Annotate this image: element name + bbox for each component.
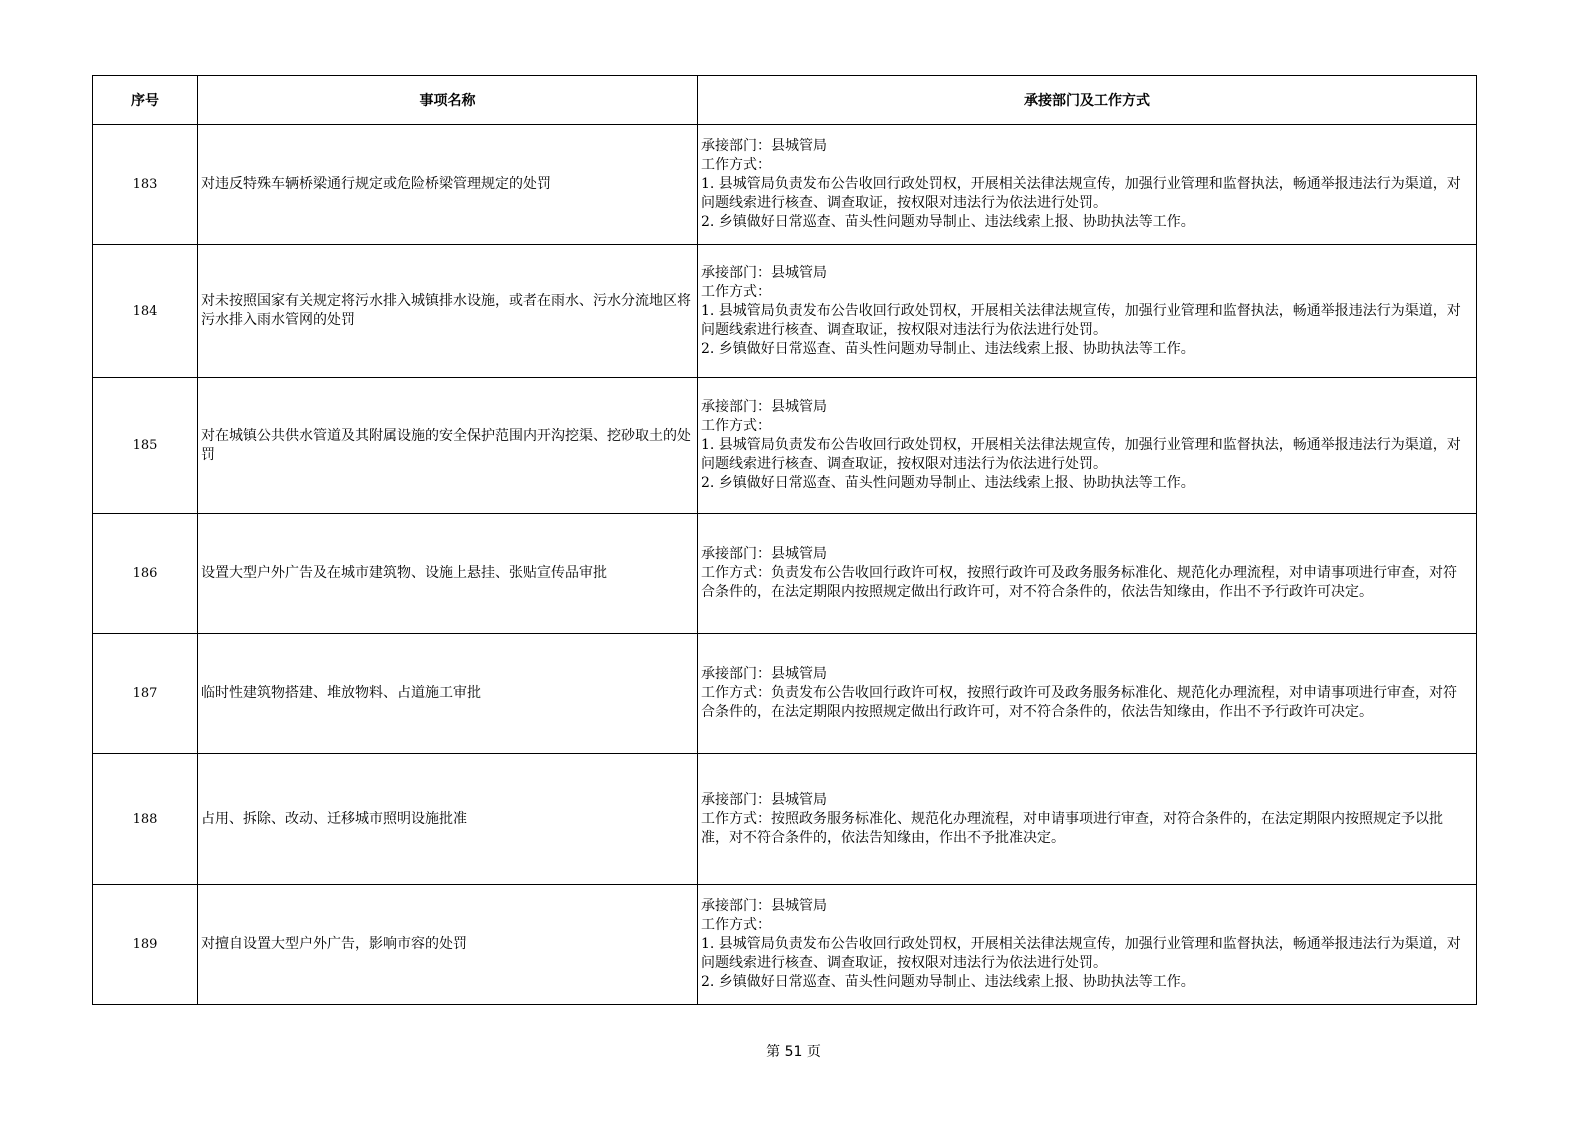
item-name-cell: 临时性建筑物搭建、堆放物料、占道施工审批	[198, 634, 698, 754]
method-line: 1. 县城管局负责发布公告收回行政处罚权，开展相关法律法规宣传，加强行业管理和监督执法，畅通举报违法行为渠道，对问题线索进行核查、调查取证，按权限对违法行为依法进行处罚。	[701, 936, 1461, 971]
department-method-cell	[698, 245, 1477, 378]
department-method-cell	[698, 378, 1477, 514]
item-name-cell: 对在城镇公共供水管道及其附属设施的安全保护范围内开沟挖渠、挖砂取土的处罚	[198, 378, 698, 514]
method-title: 工作方式：	[701, 157, 771, 173]
table-row	[93, 634, 1477, 754]
table-row	[93, 514, 1477, 634]
method-title: 工作方式：	[701, 917, 771, 933]
department-method-cell	[698, 634, 1477, 754]
method-line: 2. 乡镇做好日常巡查、苗头性问题劝导制止、违法线索上报、协助执法等工作。	[701, 214, 1195, 230]
department-label: 承接部门：县城管局	[701, 138, 827, 154]
department-label: 承接部门：县城管局	[701, 898, 827, 914]
table-row	[93, 245, 1477, 378]
items-table	[92, 75, 1477, 1005]
serial-number-cell: 188	[93, 754, 198, 885]
item-name-cell: 对擅自设置大型户外广告，影响市容的处罚	[198, 885, 698, 1005]
department-method-cell	[698, 754, 1477, 885]
serial-number-cell: 189	[93, 885, 198, 1005]
page-number: 第 51 页	[766, 1044, 821, 1060]
department-method-cell	[698, 885, 1477, 1005]
method-line: 1. 县城管局负责发布公告收回行政处罚权，开展相关法律法规宣传，加强行业管理和监督执法，畅通举报违法行为渠道，对问题线索进行核查、调查取证，按权限对违法行为依法进行处罚。	[701, 302, 1461, 338]
item-name-cell: 占用、拆除、改动、迁移城市照明设施批准	[198, 754, 698, 885]
header-serial-number: 序号	[93, 76, 198, 125]
serial-number-cell: 185	[93, 378, 198, 514]
table-row	[93, 378, 1477, 514]
serial-number-cell: 186	[93, 514, 198, 634]
serial-number-cell: 183	[93, 125, 198, 245]
item-name-cell: 设置大型户外广告及在城市建筑物、设施上悬挂、张贴宣传品审批	[198, 514, 698, 634]
table-body	[93, 125, 1477, 1005]
method-line: 2. 乡镇做好日常巡查、苗头性问题劝导制止、违法线索上报、协助执法等工作。	[701, 974, 1195, 990]
item-name-cell: 对违反特殊车辆桥梁通行规定或危险桥梁管理规定的处罚	[198, 125, 698, 245]
department-method-cell	[698, 514, 1477, 634]
serial-number-cell: 187	[93, 634, 198, 754]
table-row	[93, 754, 1477, 885]
table-header-row	[93, 76, 1477, 125]
serial-number-cell: 184	[93, 245, 198, 378]
department-label: 承接部门：县城管局	[701, 791, 827, 808]
method-line: 1. 县城管局负责发布公告收回行政处罚权，开展相关法律法规宣传，加强行业管理和监督执法，畅通举报违法行为渠道，对问题线索进行核查、调查取证，按权限对违法行为依法进行处罚。	[701, 176, 1461, 211]
method-line: 工作方式：按照政务服务标准化、规范化办理流程，对申请事项进行审查，对符合条件的，在法定期限内按照规定予以批准，对不符合条件的，依法告知缘由，作出不予批准决定。	[701, 810, 1443, 846]
item-name-cell: 对未按照国家有关规定将污水排入城镇排水设施，或者在雨水、污水分流地区将污水排入雨水管网的处罚	[198, 245, 698, 378]
method-line: 2. 乡镇做好日常巡查、苗头性问题劝导制止、违法线索上报、协助执法等工作。	[701, 340, 1195, 357]
table-row	[93, 125, 1477, 245]
department-label: 承接部门：县城管局	[701, 666, 827, 682]
header-item-name: 事项名称	[198, 76, 698, 125]
department-label: 承接部门：县城管局	[701, 264, 827, 281]
department-label: 承接部门：县城管局	[701, 546, 827, 562]
method-line: 2. 乡镇做好日常巡查、苗头性问题劝导制止、违法线索上报、协助执法等工作。	[701, 475, 1195, 491]
method-line: 工作方式：负责发布公告收回行政许可权，按照行政许可及政务服务标准化、规范化办理流程，对申请事项进行审查，对符合条件的，在法定期限内按照规定做出行政许可，对不符合条件的，依法告知缘由，作出不予行政许可决定。	[701, 565, 1457, 600]
header-department-method: 承接部门及工作方式	[698, 76, 1477, 125]
method-title: 工作方式：	[701, 283, 771, 300]
table-row	[93, 885, 1477, 1005]
method-title: 工作方式：	[701, 418, 771, 434]
method-line: 1. 县城管局负责发布公告收回行政处罚权，开展相关法律法规宣传，加强行业管理和监督执法，畅通举报违法行为渠道，对问题线索进行核查、调查取证，按权限对违法行为依法进行处罚。	[701, 437, 1461, 472]
department-label: 承接部门：县城管局	[701, 399, 827, 415]
method-line: 工作方式：负责发布公告收回行政许可权，按照行政许可及政务服务标准化、规范化办理流程，对申请事项进行审查，对符合条件的，在法定期限内按照规定做出行政许可，对不符合条件的，依法告知缘由，作出不予行政许可决定。	[701, 685, 1457, 720]
department-method-cell	[698, 125, 1477, 245]
